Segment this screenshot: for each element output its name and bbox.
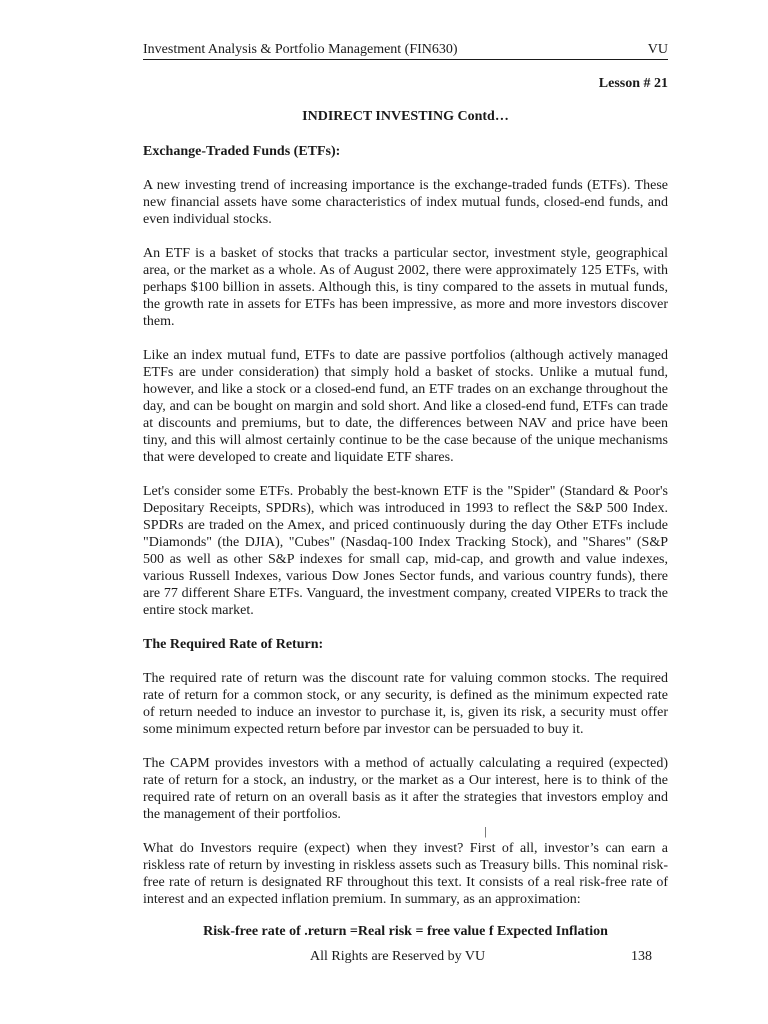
required-return-paragraph-2: The CAPM provides investors with a method of actually calculating a required (expected) rate of return for a stock, an industry, or the market as a Our interest, here is to think of the required rate of return on an overall basis as it after the strategies that investors employ and the management of their portfolios. [143, 756, 668, 822]
institution-label: VU [647, 42, 668, 57]
page-number: 138 [631, 949, 652, 964]
etf-paragraph-4: Let's consider some ETFs. Probably the best-known ETF is the "Spider" (Standard & Poor's Depositary Receipts, SPDRs), which was introduced in 1993 to reflect the S&P 500 Index. SPDRs are traded on the Amex, and priced continuously during the day Other ETFs include "Diamonds" (the DJIA), "Cubes" (Nasdaq-100 Index Tracking Stock), and "Shares" (S&P 500 as well as other S&P indexes for small cap, mid-cap, and growth and value indexes, various Russell Indexes, various Dow Jones Sector funds, and various country funds), there are 77 different Share ETFs. Vanguard, the investment company, created VIPERs to track the entire stock market. [143, 484, 668, 618]
required-return-paragraph-3: What do Investors require (expect) when they invest? First of all, investor’s can earn a riskless rate of return by investing in riskless assets such as Treasury bills. This nominal risk-free rate of return is designated RF throughout this text. It consists of a real risk-free rate of interest and an expected inflation premium. In summary, as an approximation: [143, 841, 668, 907]
etf-heading: Exchange-Traded Funds (ETFs): [143, 144, 341, 159]
text-cursor-mark: | [484, 824, 487, 838]
document-body [143, 143, 668, 940]
course-title: Investment Analysis & Portfolio Management (FIN630) [143, 42, 458, 57]
required-return-heading: The Required Rate of Return: [143, 637, 324, 652]
lesson-number: Lesson # 21 [598, 76, 668, 91]
required-return-paragraph-1: The required rate of return was the discount rate for valuing common stocks. The required rate of return for a common stock, or any security, is defined as the minimum expected rate of return needed to induce an investor to purchase it, is, given its risk, a security must offer some minimum expected return before par investor can be persuaded to buy it. [143, 671, 668, 737]
page-header [143, 41, 668, 60]
page-title: INDIRECT INVESTING Contd… [302, 109, 509, 124]
risk-free-rate-formula: Risk-free rate of .return =Real risk = free value f Expected Inflation [203, 924, 608, 939]
etf-paragraph-1: A new investing trend of increasing importance is the exchange-traded funds (ETFs). These new financial assets have some characteristics of index mutual funds, closed-end funds, and even individual stocks. [143, 178, 668, 227]
etf-paragraph-2: An ETF is a basket of stocks that tracks a particular sector, investment style, geographical area, or the market as a whole. As of August 2002, there were approximately 125 ETFs, with perhaps $100 billion in assets. Although this, is tiny compared to the assets in mutual funds, the growth rate in assets for ETFs has been impressive, as more and more investors discover them. [143, 246, 668, 329]
copyright-notice: All Rights are Reserved by VU [310, 949, 486, 964]
etf-paragraph-3: Like an index mutual fund, ETFs to date are passive portfolios (although actively managed ETFs are under consideration) that simply hold a basket of stocks. Unlike a mutual fund, however, and like a stock or a closed-end fund, an ETF trades on an exchange throughout the day, and can be bought on margin and sold short. And like a closed-end fund, ETFs can trade at discounts and premiums, but to date, the differences between NAV and price have been tiny, and this will almost certainly continue to be the case because of the unique mechanisms that were developed to create and liquidate ETF shares. [143, 348, 668, 465]
